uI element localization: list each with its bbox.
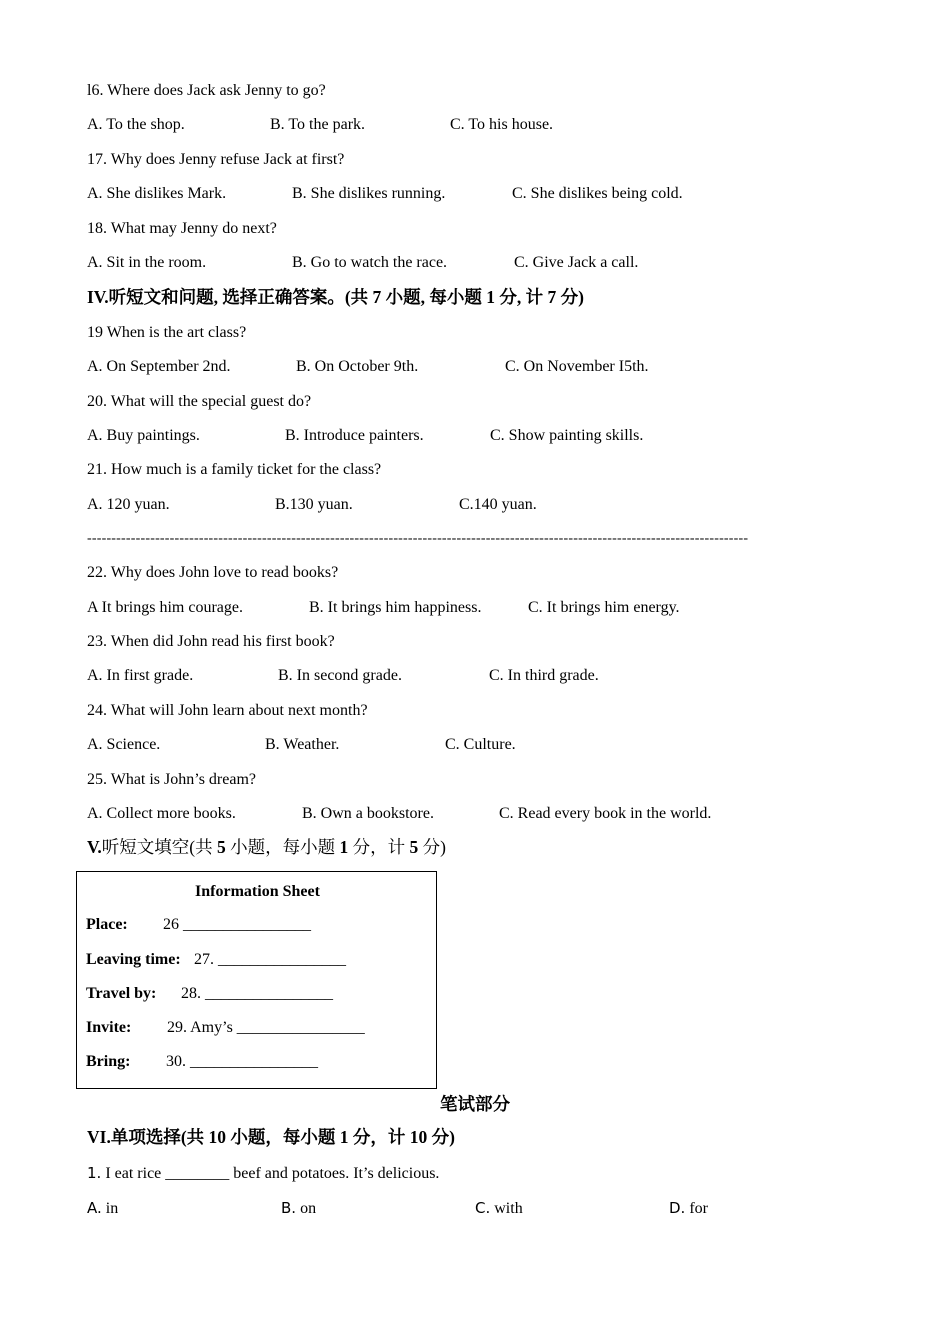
q25-option-b: B. Own a bookstore. — [302, 805, 434, 822]
information-sheet — [76, 871, 437, 1089]
mcq-1 — [87, 1163, 439, 1184]
question-19: 19 When is the art class? — [87, 324, 247, 341]
info-row-travel-by — [86, 984, 333, 1004]
question-22: 22. Why does John love to read books? — [87, 564, 339, 581]
dashed-divider: ---------------------------------------------------------------------------------------------------------------------------------------- — [87, 531, 749, 546]
q23-option-c: C. In third grade. — [489, 667, 599, 684]
q20-option-c: C. Show painting skills. — [490, 427, 644, 444]
question-18: 18. What may Jenny do next? — [87, 220, 277, 237]
q16-option-b: B. To the park. — [270, 116, 366, 133]
info-row-place — [86, 915, 311, 935]
q25-option-a: A. Collect more books. — [87, 805, 236, 822]
q21-option-c: C.140 yuan. — [459, 496, 537, 513]
q25-option-c: C. Read every book in the world. — [499, 805, 712, 822]
question-25: 25. What is John’s dream? — [87, 771, 257, 788]
question-24: 24. What will John learn about next month? — [87, 702, 368, 719]
information-sheet-title: Information Sheet — [195, 883, 320, 900]
mcq-1-option-a[interactable]: A. in — [87, 1199, 119, 1217]
q22-option-a: A It brings him courage. — [87, 599, 243, 616]
q23-option-a: A. In first grade. — [87, 667, 194, 684]
blank-29[interactable]: 29. Amy’s ________________ — [167, 1019, 365, 1036]
q24-option-b: B. Weather. — [265, 736, 340, 753]
q20-option-a: A. Buy paintings. — [87, 427, 200, 444]
section-5-heading-roman: V. — [87, 837, 102, 857]
mcq-1-option-b[interactable]: B. on — [281, 1199, 317, 1217]
mcq-1-option-d[interactable]: D. for — [669, 1199, 708, 1217]
q19-option-c: C. On November I5th. — [505, 358, 649, 375]
q21-option-b: B.130 yuan. — [275, 496, 353, 513]
section-5-heading: V.听短文填空(共 5 小题，每小题 1 分，计 5 分) — [87, 837, 446, 857]
q24-option-c: C. Culture. — [445, 736, 516, 753]
q17-option-c: C. She dislikes being cold. — [512, 185, 683, 202]
mcq-1-text: I eat rice ________ beef and potatoes. It’s delicious. — [101, 1165, 440, 1182]
q24-option-a: A. Science. — [87, 736, 161, 753]
q18-option-a: A. Sit in the room. — [87, 254, 207, 271]
info-label-leaving-time: Leaving time: — [86, 951, 181, 968]
question-16: l6. Where does Jack ask Jenny to go? — [87, 82, 326, 99]
q22-option-b: B. It brings him happiness. — [309, 599, 482, 616]
blank-28[interactable]: 28. ________________ — [181, 985, 333, 1002]
info-label-invite: Invite: — [86, 1019, 132, 1036]
info-label-bring: Bring: — [86, 1053, 131, 1070]
info-label-place: Place: — [86, 916, 128, 933]
q22-option-c: C. It brings him energy. — [528, 599, 680, 616]
mcq-1-option-c[interactable]: C. with — [475, 1199, 523, 1217]
q18-option-b: B. Go to watch the race. — [292, 254, 448, 271]
info-label-travel-by: Travel by: — [86, 985, 157, 1002]
section-6-heading: VI.单项选择(共 10 小题，每小题 1 分，计 10 分) — [87, 1127, 455, 1147]
blank-30[interactable]: 30. ________________ — [166, 1053, 318, 1070]
info-row-bring — [86, 1052, 318, 1072]
blank-27[interactable]: 27. ________________ — [194, 951, 346, 968]
question-23: 23. When did John read his first book? — [87, 633, 335, 650]
question-17: 17. Why does Jenny refuse Jack at first? — [87, 151, 345, 168]
q18-option-c: C. Give Jack a call. — [514, 254, 639, 271]
info-row-leaving-time — [86, 950, 346, 970]
written-part-heading: 笔试部分 — [440, 1094, 510, 1114]
q23-option-b: B. In second grade. — [278, 667, 402, 684]
q19-option-b: B. On October 9th. — [296, 358, 419, 375]
q16-option-a: A. To the shop. — [87, 116, 185, 133]
mcq-1-number: 1. — [87, 1164, 102, 1182]
blank-26[interactable]: 26 ________________ — [163, 916, 311, 933]
info-row-invite — [86, 1018, 365, 1038]
q21-option-a: A. 120 yuan. — [87, 496, 170, 513]
q20-option-b: B. Introduce painters. — [285, 427, 424, 444]
section-4-heading: IV.听短文和问题, 选择正确答案。(共 7 小题, 每小题 1 分, 计 7 分) — [87, 287, 584, 307]
q16-option-c: C. To his house. — [450, 116, 554, 133]
q17-option-b: B. She dislikes running. — [292, 185, 446, 202]
q17-option-a: A. She dislikes Mark. — [87, 185, 227, 202]
question-20: 20. What will the special guest do? — [87, 393, 312, 410]
q19-option-a: A. On September 2nd. — [87, 358, 231, 375]
question-21: 21. How much is a family ticket for the class? — [87, 461, 382, 478]
